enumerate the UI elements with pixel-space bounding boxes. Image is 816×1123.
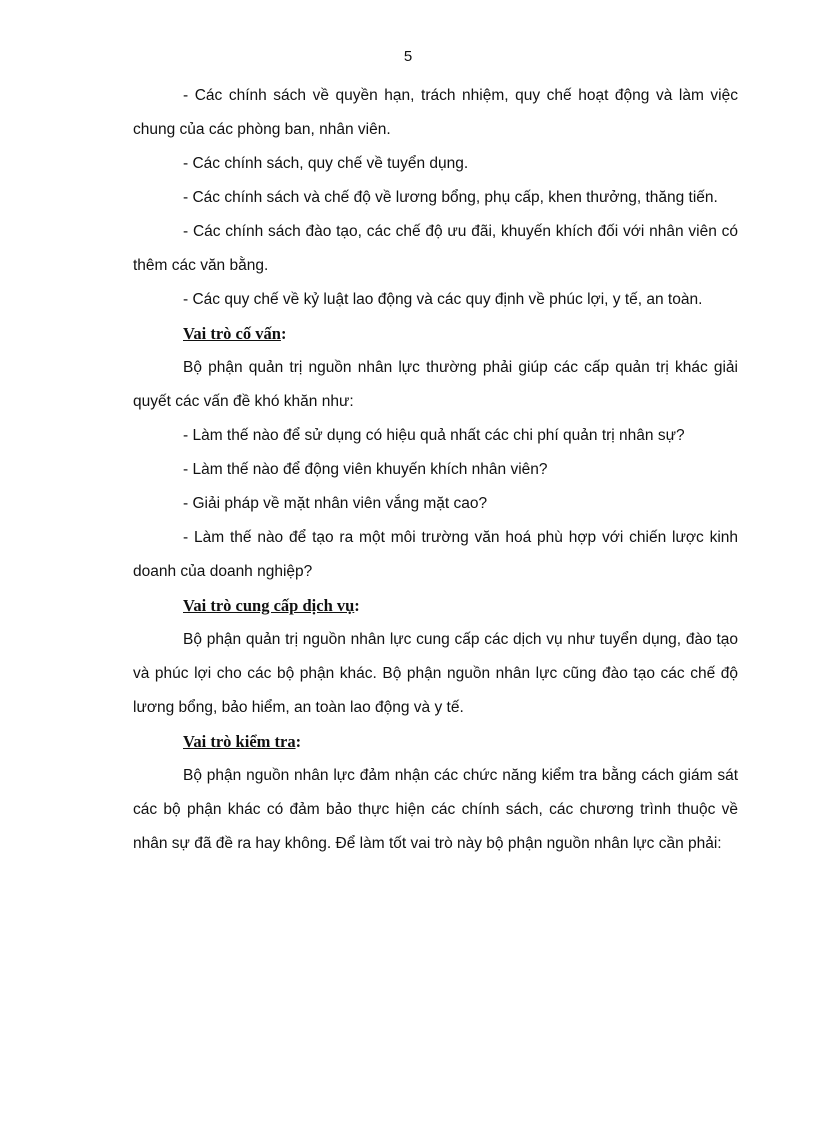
section-heading: [133, 317, 738, 351]
paragraph: - Làm thế nào để sử dụng có hiệu quả nhất các chi phí quản trị nhân sự?: [183, 427, 685, 444]
paragraph: - Làm thế nào để tạo ra một môi trường văn hoá phù hợp với chiến lược kinh doanh của doanh nghiệp?: [133, 529, 738, 580]
document-body: [133, 79, 738, 861]
paragraph: - Các quy chế về kỷ luật lao động và các quy định về phúc lợi, y tế, an toàn.: [183, 291, 703, 308]
section-heading: [133, 725, 738, 759]
paragraph: - Các chính sách về quyền hạn, trách nhiệm, quy chế hoạt động và làm việc chung của các phòng ban, nhân viên.: [133, 87, 738, 138]
paragraph: - Các chính sách đào tạo, các chế độ ưu đãi, khuyến khích đối với nhân viên có thêm các văn bằng.: [133, 223, 738, 274]
section-heading-text: Vai trò kiểm tra: [183, 732, 296, 751]
section-heading-text: Vai trò cung cấp dịch vụ: [183, 596, 355, 615]
section-heading: [133, 589, 738, 623]
section-heading-colon: :: [280, 324, 287, 343]
section-heading-colon: :: [354, 596, 360, 615]
paragraph: - Các chính sách và chế độ về lương bổng, phụ cấp, khen thưởng, thăng tiến.: [183, 189, 718, 206]
paragraph: - Giải pháp về mặt nhân viên vắng mặt cao?: [183, 495, 488, 512]
paragraph: Bộ phận nguồn nhân lực đảm nhận các chức năng kiểm tra bằng cách giám sát các bộ phận khác có đảm bảo thực hiện các chính sách, các chương trình thuộc về nhân sự đã đề ra hay không. Để làm tốt vai trò này bộ phận nguồn nhân lực cần phải:: [133, 767, 738, 852]
section-heading-text: Vai trò cố vấn: [183, 324, 281, 343]
paragraph: Bộ phận quản trị nguồn nhân lực thường phải giúp các cấp quản trị khác giải quyết các vấn đề khó khăn như:: [133, 359, 738, 410]
paragraph: - Các chính sách, quy chế về tuyển dụng.: [183, 155, 469, 172]
paragraph: - Làm thế nào để động viên khuyến khích nhân viên?: [183, 461, 548, 478]
page-number: 5: [403, 48, 413, 65]
section-heading-colon: :: [295, 732, 302, 751]
paragraph: Bộ phận quản trị nguồn nhân lực cung cấp các dịch vụ như tuyển dụng, đào tạo và phúc lợi cho các bộ phận khác. Bộ phận nguồn nhân lực cũng đào tạo các chế độ lương bổng, bảo hiểm, an toàn lao động và y tế.: [133, 631, 738, 716]
